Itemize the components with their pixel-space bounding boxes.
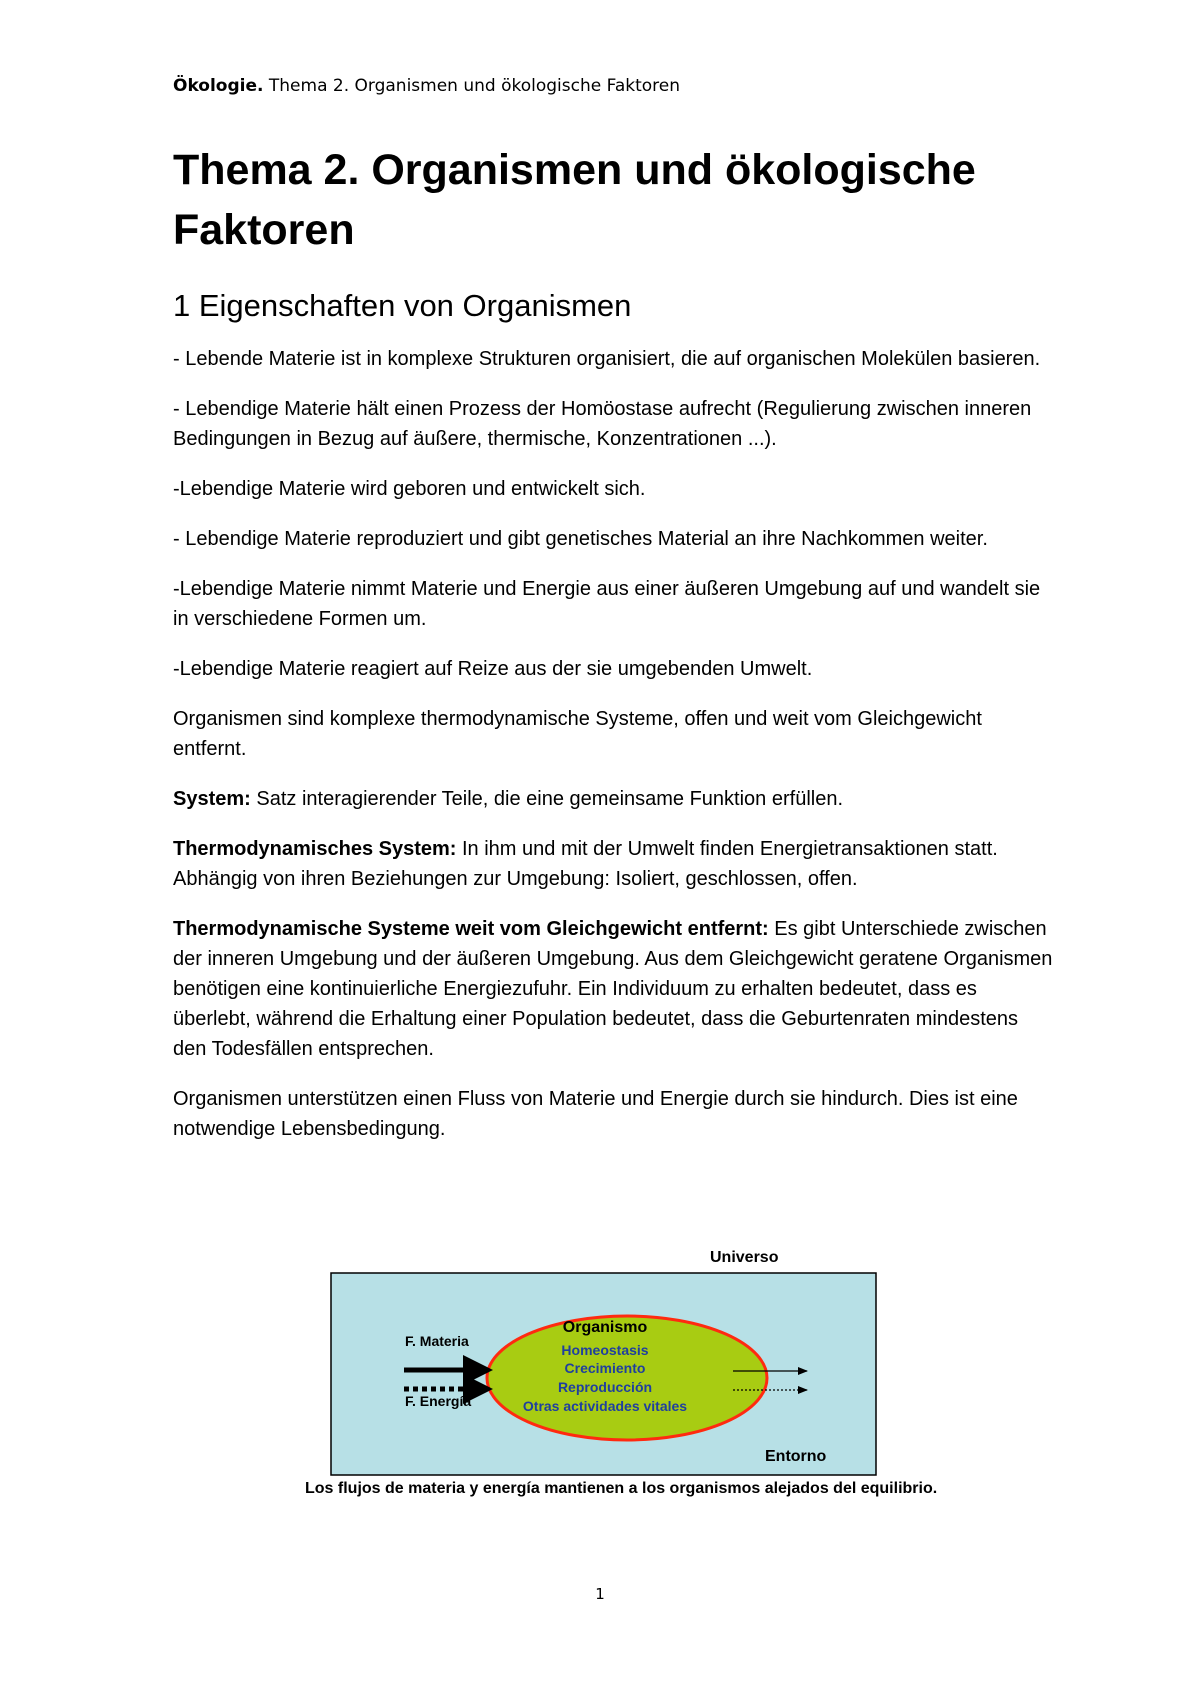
activity-homeostasis: Homeostasis	[561, 1342, 649, 1358]
paragraph-flow: Organismen unterstützen einen Fluss von Materie und Energie durch sie hindurch. Dies ist eine notwendige Lebensbedingung.	[173, 1088, 1018, 1140]
running-header-subject: Ökologie.	[173, 76, 264, 96]
paragraph-stimuli: -Lebendige Materie reagiert auf Reize aus der sie umgebenden Umwelt.	[173, 658, 813, 680]
paragraph-matter-energy: -Lebendige Materie nimmt Materie und Energie aus einer äußeren Umgebung auf und wandelt sie in verschiedene Formen um.	[173, 578, 1041, 630]
paragraph-development: -Lebendige Materie wird geboren und entwickelt sich.	[173, 478, 646, 500]
paragraph-organized-structures: - Lebende Materie ist in komplexe Strukturen organisiert, die auf organischen Molekülen basieren.	[173, 348, 1041, 370]
definition-term: Thermodynamische Systeme weit vom Gleichgewicht entfernt:	[173, 918, 769, 940]
universe-label: Universo	[710, 1249, 779, 1266]
definition-text: Es gibt Unterschiede zwischen der inneren Umgebung und der äußeren Umgebung. Aus dem Gleichgewicht geratene Organismen benötigen eine kontinuierliche Energiezufuhr. Ein Individuum zu erhalten bedeutet, dass es überlebt, während die Erhaltung einer Population bedeutet, dass die Geburtenraten mindestens den Todesfällen entsprechen.	[173, 918, 1053, 1060]
page-number: 1	[595, 1585, 605, 1603]
definition-text: Satz interagierender Teile, die eine gemeinsame Funktion erfüllen.	[250, 788, 844, 810]
document-title: Thema 2. Organismen und ökologische Faktoren	[173, 146, 976, 254]
energy-flow-label: F. Energía	[405, 1393, 472, 1409]
running-header-topic: Thema 2. Organismen und ökologische Faktoren	[263, 76, 681, 96]
paragraph-homeostasis: - Lebendige Materie hält einen Prozess der Homöostase aufrecht (Regulierung zwischen inneren Bedingungen in Bezug auf äußere, thermische, Konzentrationen ...).	[173, 398, 1032, 450]
definition-term: Thermodynamisches System:	[173, 838, 457, 860]
definition-far-from-equilibrium	[173, 914, 1053, 1064]
matter-flow-label: F. Materia	[405, 1333, 469, 1349]
activity-growth: Crecimiento	[564, 1360, 646, 1376]
document-body	[173, 140, 1053, 1164]
section-heading: 1 Eigenschaften von Organismen	[173, 288, 632, 323]
organism-label: Organismo	[562, 1319, 648, 1336]
figure-caption: Los flujos de materia y energía mantienen a los organismos alejados del equilibrio.	[305, 1480, 938, 1497]
activity-other: Otras actividades vitales	[522, 1398, 688, 1414]
definition-text: In ihm und mit der Umwelt finden Energietransaktionen statt. Abhängig von ihren Beziehungen zur Umgebung: Isoliert, geschlossen, offen.	[173, 838, 998, 890]
paragraph-thermodynamic-systems: Organismen sind komplexe thermodynamische Systeme, offen und weit vom Gleichgewicht entfernt.	[173, 708, 982, 760]
definition-term: System:	[173, 788, 251, 810]
running-header	[173, 76, 680, 96]
paragraph-reproduction: - Lebendige Materie reproduziert und gibt genetisches Material an ihre Nachkommen weiter.	[173, 528, 988, 550]
definition-system	[173, 784, 1053, 814]
activity-reproduction: Reproducción	[557, 1379, 653, 1395]
definition-thermodynamic-system	[173, 834, 1053, 894]
environment-label: Entorno	[765, 1448, 827, 1465]
